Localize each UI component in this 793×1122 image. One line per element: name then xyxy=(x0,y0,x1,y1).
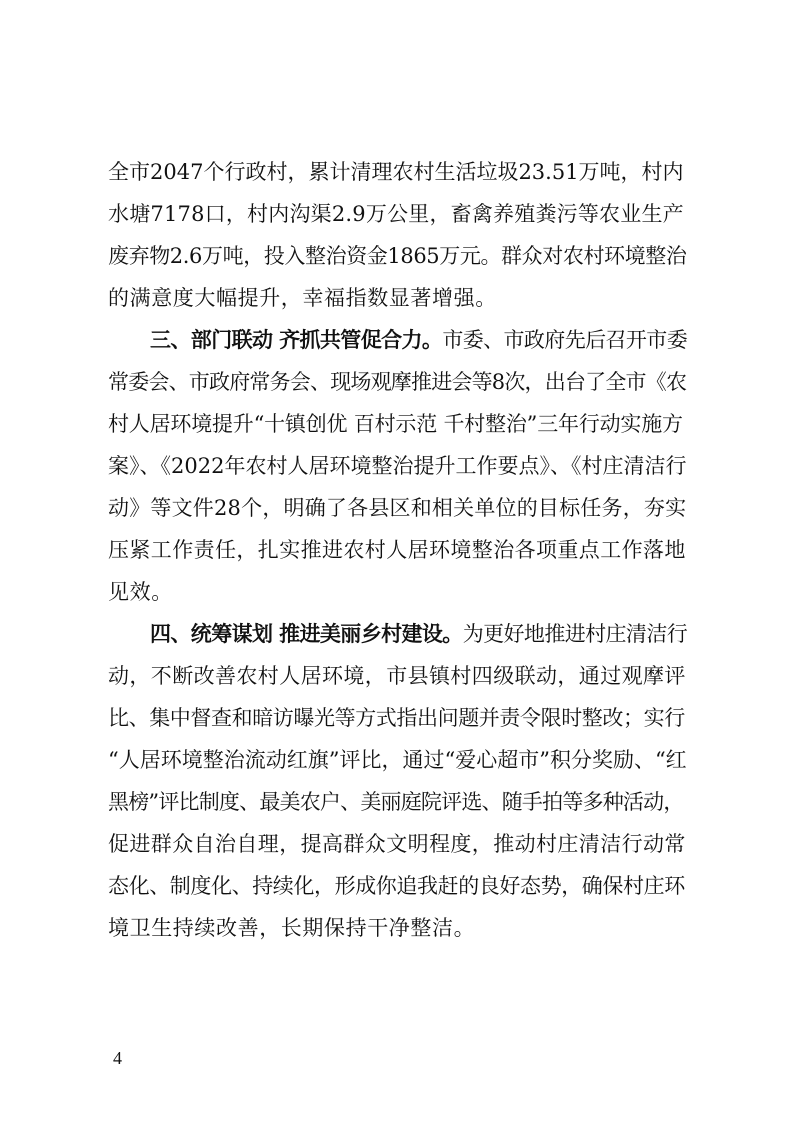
paragraph-line: “人居环境整治流动红旗”评比，通过“爱心超市”积分奖励、“红 xyxy=(108,748,687,772)
paragraph-line: 废弃物2.6万吨，投入整治资金1865万元。群众对农村环境整治 xyxy=(108,244,687,268)
paragraph-line: 态化、制度化、持续化，形成你追我赶的良好态势，确保村庄环 xyxy=(108,874,685,898)
paragraph-line: 案》、《2022年农村人居环境整治提升工作要点》、《村庄清洁行 xyxy=(108,454,687,478)
paragraph-line: 境卫生持续改善，长期保持干净整洁。 xyxy=(108,916,476,940)
paragraph-line: 压紧工作责任，扎实推进农村人居环境整治各项重点工作落地 xyxy=(108,538,686,562)
paragraph-line: 水塘7178口，村内沟渠2.9万公里，畜禽养殖粪污等农业生产 xyxy=(108,202,684,226)
paragraph-first-line xyxy=(150,325,688,355)
section-heading: 三、部门联动 齐抓共管促合力。 xyxy=(150,328,443,352)
paragraph-text: 为更好地推进村庄清洁行 xyxy=(462,622,688,646)
paragraph-line: 动，不断改善农村人居环境，市县镇村四级联动，通过观摩评 xyxy=(108,664,686,688)
paragraph-line: 全市2047个行政村，累计清理农村生活垃圾23.51万吨，村内 xyxy=(108,160,684,184)
page-number: 4 xyxy=(113,1048,122,1068)
section-heading: 四、统筹谋划 推进美丽乡村建设。 xyxy=(150,622,463,646)
paragraph-line: 比、集中督查和暗访曝光等方式指出问题并责令限时整改；实行 xyxy=(108,706,685,730)
paragraph-text: 市委、市政府先后召开市委 xyxy=(442,328,688,352)
paragraph-line: 的满意度大幅提升，幸福指数显著增强。 xyxy=(108,286,497,310)
paragraph-line: 村人居环境提升“十镇创优 百村示范 千村整治”三年行动实施方 xyxy=(108,412,683,436)
paragraph-first-line xyxy=(150,619,688,649)
paragraph-line: 常委会、市政府常务会、现场观摩推进会等8次，出台了全市《农 xyxy=(108,370,687,394)
paragraph-line: 黑榜”评比制度、最美农户、美丽庭院评选、随手拍等多种活动， xyxy=(108,790,684,814)
paragraph-line: 见效。 xyxy=(108,580,173,604)
paragraph-line: 促进群众自治自理，提高群众文明程度，推动村庄清洁行动常 xyxy=(108,832,686,856)
paragraph-line: 动》等文件28个，明确了各县区和相关单位的目标任务，夯实 xyxy=(108,496,687,520)
